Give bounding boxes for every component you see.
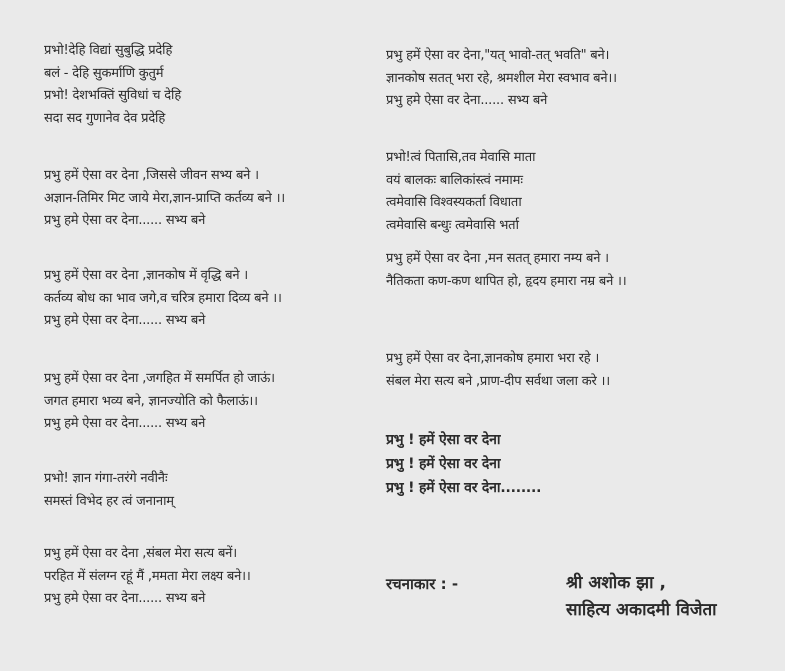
poem-line: प्रभु हमें ऐसा वर देना ,ज्ञानकोष में वृद्धि बने ।	[44, 268, 249, 283]
poem-line: प्रभु हमें ऐसा वर देना ,जिससे जीवन सभ्य बने ।	[44, 168, 259, 183]
stanza	[44, 40, 181, 130]
stanza	[386, 248, 627, 293]
poem-line: प्रभो!त्वं पितासि,तव मेवासि माता	[386, 150, 536, 165]
poem-line: बलं - देहि सुकर्माणि कुतुर्म	[44, 65, 164, 81]
poem-line: प्रभु हमें ऐसा वर देना,ज्ञानकोष हमारा भरा रहे ।	[386, 351, 600, 366]
author-label: रचनाकार : -	[386, 575, 459, 593]
author-award: साहित्य अकादमी विजेता	[566, 600, 717, 620]
poem-line: प्रभु हमें ऐसा वर देना ,मन सतत् हमारा नम्य बने ।	[386, 251, 609, 266]
poem-line: प्रभु हमे ऐसा वर देना...... सभ्य बने	[44, 591, 206, 606]
chorus-line: प्रभु ! हमें ऐसा वर देना	[386, 456, 501, 472]
poem-line: प्रभु हमें ऐसा वर देना,"यत् भावो-तत् भवति" बने।	[386, 48, 610, 63]
author-name: श्री अशोक झा ,	[566, 573, 666, 593]
chorus-line: प्रभु ! हमें ऐसा वर देना........	[386, 480, 542, 496]
stanza	[386, 147, 535, 237]
poem-line: प्रभो! ज्ञान गंगा-तरंगे नवीनैः	[44, 471, 168, 486]
poem-line: नैतिकता कण-कण थापित हो, हृदय हमारा नम्र बने ।।	[386, 273, 627, 289]
poem-line: त्वमेवासि विश्वस्यकर्ता विधाता	[386, 195, 522, 210]
poem-line: कर्तव्य बोध का भाव जगे,व चरित्र हमारा दिव्य बने ।।	[44, 290, 282, 306]
poem-line: ज्ञानकोष सतत् भरा रहे, श्रमशील मेरा स्वभाव बने।।	[386, 70, 617, 86]
stanza	[44, 468, 174, 513]
stanza	[44, 165, 285, 233]
poem-line: प्रभु हमें ऐसा वर देना ,संबल मेरा सत्य बनें।	[44, 546, 237, 561]
poem-line: प्रभो!देहि विद्यां सुबुद्धि प्रदेहि	[44, 43, 173, 58]
poem-line: समस्तं विभेद हर त्वं जनानाम्	[44, 493, 174, 509]
stanza	[386, 45, 617, 113]
poem-line: प्रभु हमे ऐसा वर देना...... सभ्य बने	[44, 313, 206, 328]
poem-line: परहित में संलग्न रहूं मैं ,ममता मेरा लक्ष्य बने।।	[44, 568, 251, 584]
poem-line: प्रभु हमे ऐसा वर देना...... सभ्य बने	[44, 416, 206, 431]
poem-line: संबल मेरा सत्य बने ,प्राण-दीप सर्वथा जला करे ।।	[386, 373, 610, 389]
poem-line: त्वमेवासि बन्धुः त्वमेवासि भर्ता	[386, 217, 519, 233]
poem-line: प्रभो! देशभक्तिं सुविधां च देहि	[44, 88, 182, 103]
poem-line: अज्ञान-तिमिर मिट जाये मेरा,ज्ञान-प्राप्ति कर्तव्य बने ।।	[44, 190, 286, 206]
stanza	[44, 543, 251, 611]
chorus-line: प्रभु ! हमें ऐसा वर देना	[386, 432, 501, 448]
poem-line: प्रभु हमे ऐसा वर देना...... सभ्य बने	[386, 93, 548, 108]
poem-line: प्रभु हमे ऐसा वर देना...... सभ्य बने	[44, 213, 206, 228]
poem-line: जगत हमारा भव्य बने, ज्ञानज्योति को फैलाऊं।।	[44, 393, 258, 409]
poem-line: सदा सद गुणानेव देव प्रदेहि	[44, 110, 166, 126]
stanza	[44, 368, 275, 436]
stanza	[44, 265, 282, 333]
poem-line: प्रभु हमें ऐसा वर देना ,जगहित में समर्पित हो जाऊं।	[44, 371, 275, 386]
poem-line: वयं बालकः बालिकांस्त्वं नमामः	[386, 172, 523, 188]
stanza	[386, 348, 610, 393]
chorus	[386, 428, 541, 500]
